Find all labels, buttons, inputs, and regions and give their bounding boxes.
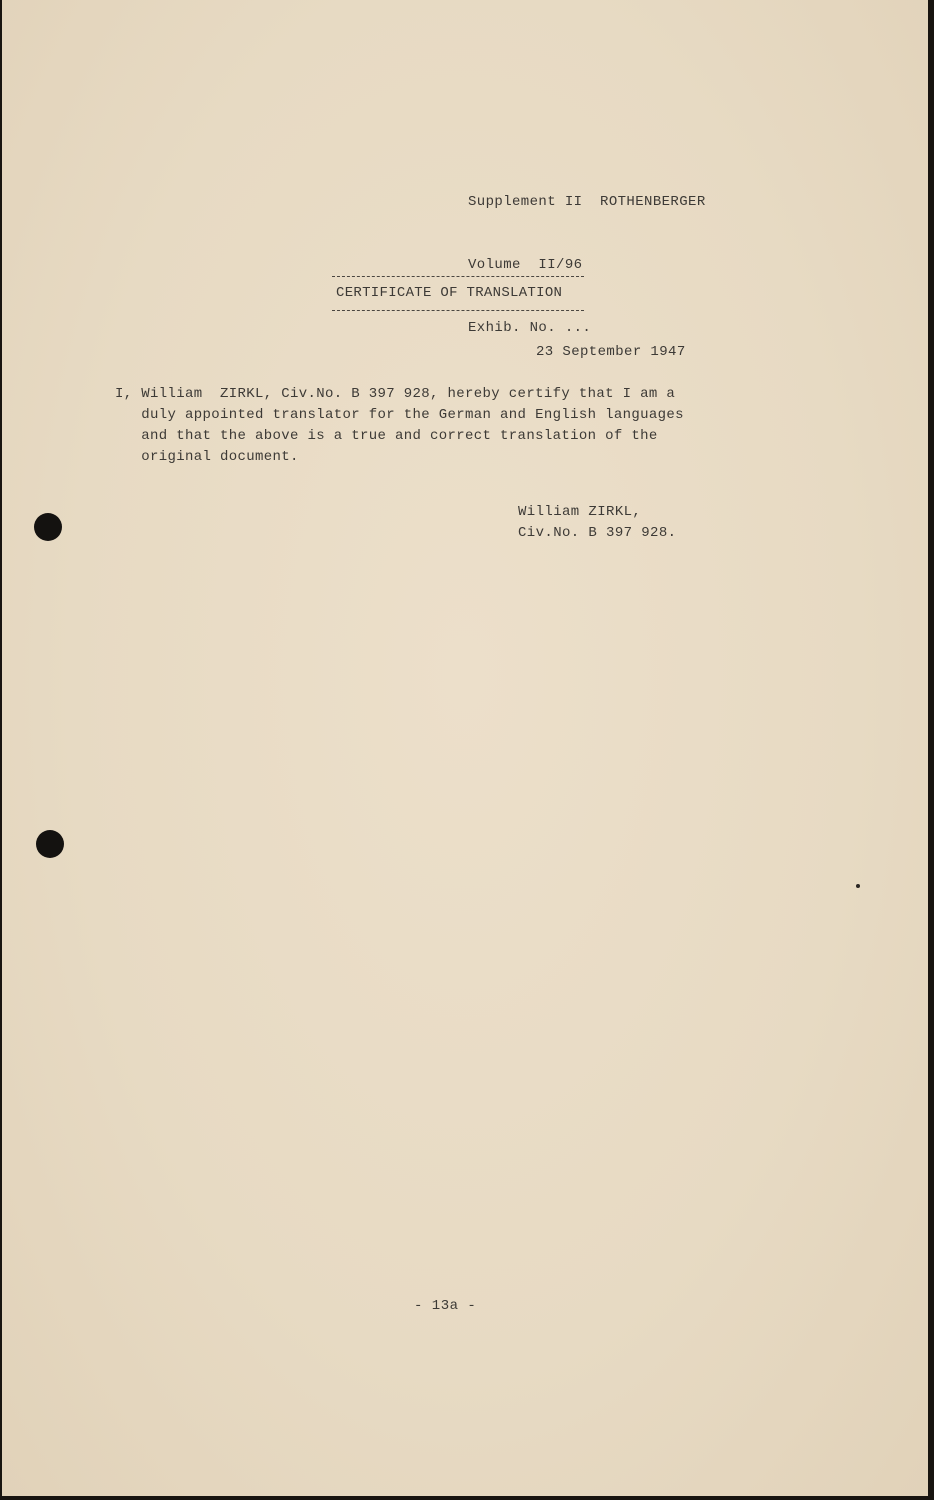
- paragraph-line: duly appointed translator for the German and English languages: [115, 407, 684, 423]
- signature-block: [518, 502, 676, 544]
- volume-line: Volume II/96: [468, 257, 583, 273]
- punch-hole-top: [34, 513, 62, 541]
- punch-hole-bottom: [36, 830, 64, 858]
- page-number: - 13a -: [414, 1298, 477, 1314]
- certificate-heading: [332, 276, 584, 311]
- certificate-title: CERTIFICATE OF TRANSLATION: [336, 285, 563, 301]
- paper-speck: [856, 884, 860, 888]
- document-page: [2, 0, 928, 1496]
- certification-paragraph: [115, 384, 684, 468]
- signature-civ-number: Civ.No. B 397 928.: [518, 525, 677, 541]
- exhibit-line: Exhib. No. ...: [468, 320, 592, 336]
- supplement-line: Supplement II ROTHENBERGER: [468, 194, 706, 210]
- certificate-date: 23 September 1947: [536, 344, 686, 360]
- signature-name: William ZIRKL,: [518, 504, 642, 520]
- bottom-dashed-rule: [332, 310, 584, 311]
- paragraph-line: I, William ZIRKL, Civ.No. B 397 928, hereby certify that I am a: [115, 386, 676, 402]
- paragraph-line: and that the above is a true and correct translation of the: [115, 428, 658, 444]
- paragraph-line: original document.: [115, 449, 299, 465]
